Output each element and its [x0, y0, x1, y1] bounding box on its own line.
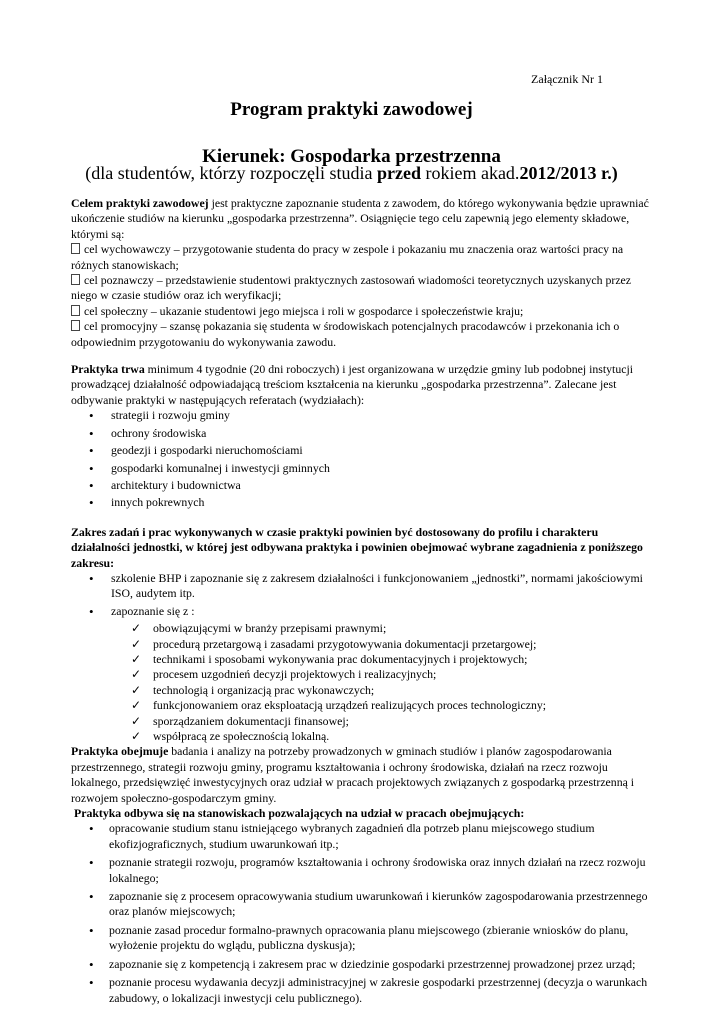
covers-lead: Praktyka obejmuje [71, 744, 169, 759]
goal-item [71, 319, 649, 350]
list-item: • geodezji i gospodarki nieruchomościami [71, 443, 649, 458]
list-item: • poznanie strategii rozwoju, programów kształtowania i ochrony środowiska oraz innych działań na rzecz rozwoju lokalnego; [71, 855, 649, 886]
list-item: • zapoznanie się z kompetencją i zakresem prac w dziedzinie gospodarki przestrzennej prowadzonej przez urząd; [71, 957, 649, 972]
goal-item-text: cel wychowawczy – przygotowanie studenta do pracy w zespole i pokazaniu mu znaczenia oraz wartości pracy na różnych stanowiskach; [71, 242, 624, 272]
check-item: ✓ procedurą przetargową i zasadami przygotowywania dokumentacji przetargowej; [71, 637, 649, 652]
goal-item [71, 304, 649, 319]
positions-list [71, 821, 649, 1005]
subtitle-mid: rokiem akad. [420, 163, 520, 183]
positions-heading-text: Praktyka odbywa się na stanowiskach pozwalających na udział w pracach obejmujących: [74, 806, 525, 821]
box-bullet-icon [71, 274, 80, 285]
check-item: ✓ obowiązującymi w branży przepisami prawnymi; [71, 621, 649, 636]
list-item: • poznanie zasad procedur formalno-prawnych opracowania planu miejscowego (zbieranie wniosków do planu, wyłożenie projektu do wglądu, publiczna dyskusja); [71, 923, 649, 954]
list-item: • opracowanie studium stanu istniejącego wybranych zagadnień dla potrzeb planu miejscowego studium ekofizjograficznych, studium uwarunkowań itp.; [71, 821, 649, 852]
check-item: ✓ współpracą ze społecznością lokalną. [71, 729, 649, 744]
list-item: • innych pokrewnych [71, 495, 649, 510]
scope-heading-text: Zakres zadań i prac wykonywanych w czasie praktyki powinien być dostosowany do profilu i charakteru działalności jednostki, w której jest odbywana praktyka i powinien obejmować wybrane zagadnienia z poniższego zakresu: [71, 524, 643, 570]
field-of-study: Kierunek: Gospodarka przestrzenna [202, 146, 501, 167]
subtitle-pre: (dla studentów, którzy rozpoczęli studia [85, 163, 377, 183]
goal-lead: Celem praktyki zawodowej [71, 196, 209, 210]
goal-item-text: cel społeczny – ukazanie studentowi jego miejsca i roli w gospodarce i społeczeństwie kraju; [84, 303, 524, 318]
scope-list [71, 571, 649, 619]
goal-paragraph [71, 196, 649, 242]
department-list [71, 408, 649, 510]
subtitle-year: 2012/2013 r.) [519, 163, 618, 183]
list-item: • strategii i rozwoju gminy [71, 408, 649, 423]
check-item: ✓ technikami i sposobami wykonywania prac dokumentacyjnych i projektowych; [71, 652, 649, 667]
list-item: • gospodarki komunalnej i inwestycji gminnych [71, 461, 649, 476]
subtitle [0, 163, 703, 184]
document-body [71, 196, 649, 1009]
goal-text: jest praktyczne zapoznanie studenta z zawodem, do którego wykonywania będzie uprawniać ukończenie studiów na kierunku „gospodarka przestrzenna”. Osiągnięcie tego celu zapewnią jego elementy składowe, którymi są: [71, 196, 649, 241]
duration-text: minimum 4 tygodnie (20 dni roboczych) i jest organizowana w urzędzie gminy lub podobnej instytucji prowadzącej działalność odpowiadającą treściom kształcenia na kierunku „gospodarka przestrzenna”. Zalecane jest odbywanie praktyki w następujących referatach (wydziałach): [71, 362, 634, 407]
box-bullet-icon [71, 305, 80, 316]
duration-paragraph [71, 362, 649, 408]
check-item: ✓ technologią i organizacją prac wykonawczych; [71, 683, 649, 698]
box-bullet-icon [71, 320, 80, 331]
check-item: ✓ procesem uzgodnień decyzji projektowych i realizacyjnych; [71, 667, 649, 682]
goal-item-text: cel promocyjny – szansę pokazania się studenta w środowiskach potencjalnych pracodawców i przekonania ich o odpowiednim przygotowaniu do wykonywania zawodu. [71, 319, 620, 349]
list-item: • ochrony środowiska [71, 426, 649, 441]
scope-check-list [71, 621, 649, 744]
attachment-label: Załącznik Nr 1 [531, 72, 603, 86]
subtitle-bold: przed [376, 163, 421, 183]
check-item: ✓ funkcjonowaniem oraz eksploatacją urządzeń realizujących proces technologiczny; [71, 698, 649, 713]
covers-paragraph [71, 744, 649, 806]
check-item: ✓ sporządzaniem dokumentacji finansowej; [71, 714, 649, 729]
goal-item-text: cel poznawczy – przedstawienie studentowi praktycznych zastosowań wiadomości teoretycznych uzyskanych przez niego w czasie studiów oraz ich weryfikacji; [71, 273, 632, 303]
list-item: • poznanie procesu wydawania decyzji administracyjnej w zakresie gospodarki przestrzennej (decyzja o warunkach zabudowy, o lokalizacji inwestycji celu publicznego). [71, 975, 649, 1006]
goal-item [71, 273, 649, 304]
duration-lead: Praktyka trwa [71, 362, 145, 377]
page-title: Program praktyki zawodowej [230, 99, 473, 120]
box-bullet-icon [71, 243, 80, 254]
list-item: • szkolenie BHP i zapoznanie się z zakresem działalności i funkcjonowaniem „jednostki”, normami jakościowymi ISO, audytem itp. [71, 571, 649, 602]
positions-heading [71, 806, 649, 821]
list-item: • zapoznanie się z procesem opracowywania studium uwarunkowań i kierunków zagospodarowania przestrzennego oraz planów miejscowych; [71, 889, 649, 920]
covers-text: badania i analizy na potrzeby prowadzonych w gminach studiów i planów zagospodarowania przestrzennego, strategii rozwoju gminy, programu kształtowania i ochrony środowiska, działań na rzecz rozwoju lokalnego, przedsięwzięć inwestycyjnych oraz udział w pracach projektowych związanych z gospodarką przestrzenną i rozwojem społeczno-gospodarczym gminy. [71, 744, 635, 805]
scope-heading [71, 525, 649, 571]
list-item: • architektury i budownictwa [71, 478, 649, 493]
list-item: • zapoznanie się z : [71, 604, 649, 619]
goal-item [71, 242, 649, 273]
